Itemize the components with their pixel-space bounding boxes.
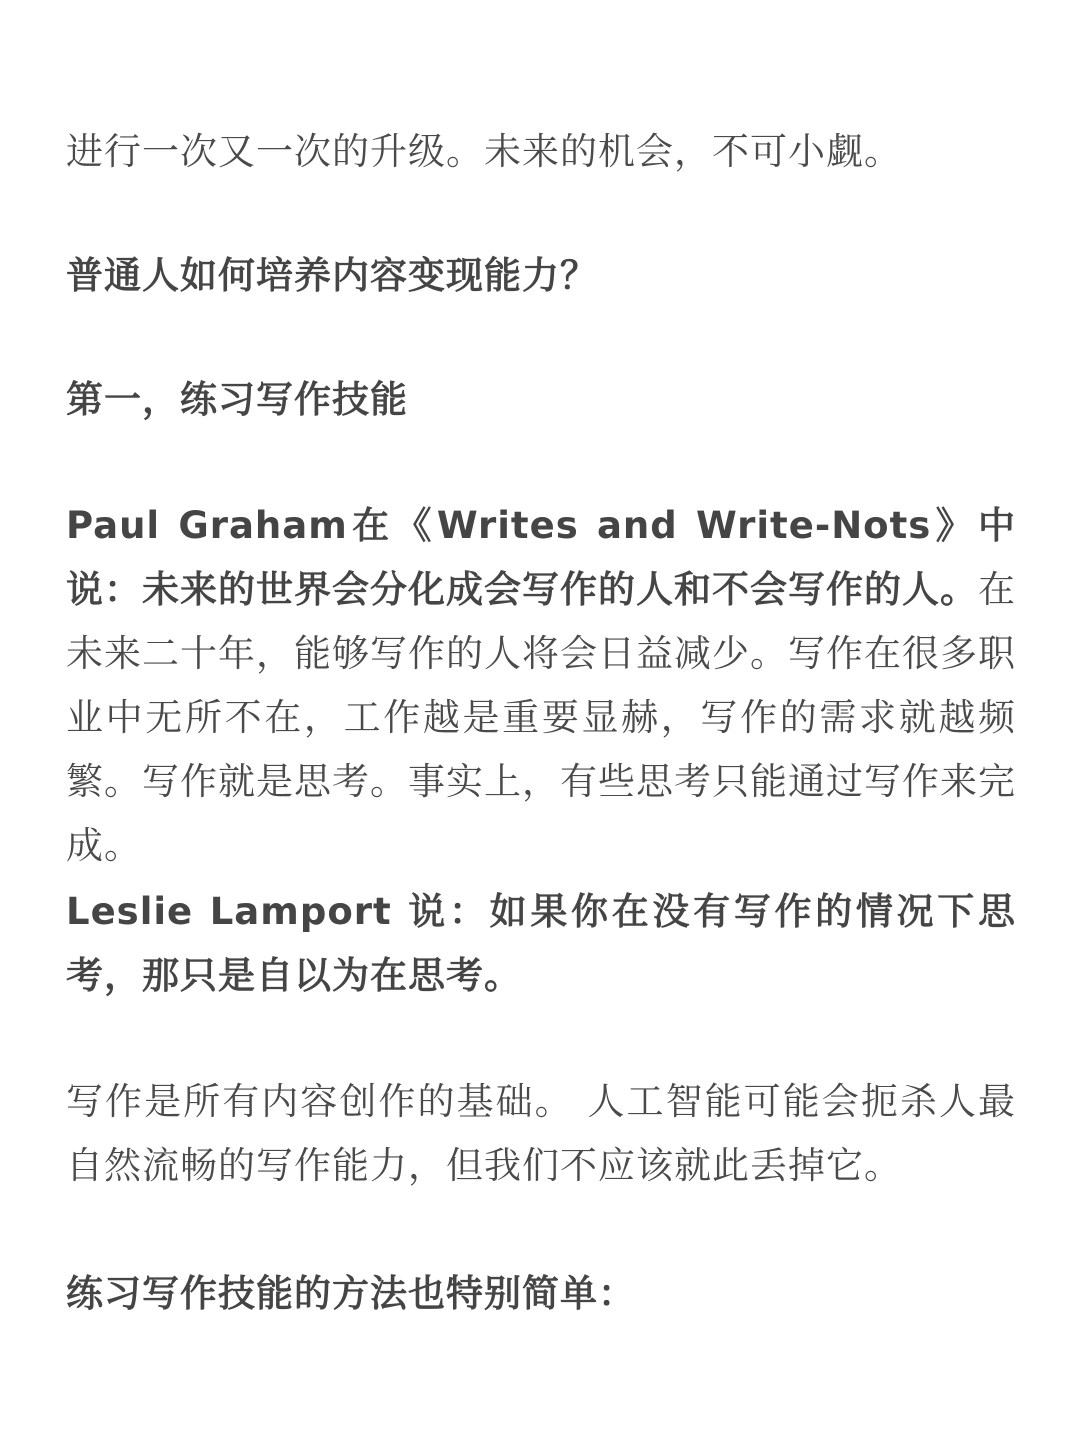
paul-graham-quote: Paul Graham在《Writes and Write-Nots》中说：未来的世界会分化成会写作的人和不会写作的人。: [66, 504, 1016, 611]
section-heading: 普通人如何培养内容变现能力？: [66, 254, 598, 297]
paul-graham-paragraph-rest: 在未来二十年，能够写作的人将会日益减少。写作在很多职业中无所不在，工作越是重要显赫，写作的需求就越频繁。写作就是思考。事实上，有些思考只能通过写作来完成。: [66, 568, 1016, 867]
method-heading: 练习写作技能的方法也特别简单：: [66, 1272, 636, 1315]
writing-foundation-paragraph: 写作是所有内容创作的基础。 人工智能可能会扼杀人最自然流畅的写作能力，但我们不应该就此丢掉它。: [66, 1080, 1016, 1187]
subsection-heading: 第一，练习写作技能: [66, 378, 408, 421]
lamport-quote: Leslie Lamport 说：如果你在没有写作的情况下思考，那只是自以为在思考。: [66, 890, 1016, 997]
intro-paragraph: 进行一次又一次的升级。未来的机会，不可小觑。: [66, 130, 902, 173]
paul-graham-paragraph: [66, 494, 1016, 878]
